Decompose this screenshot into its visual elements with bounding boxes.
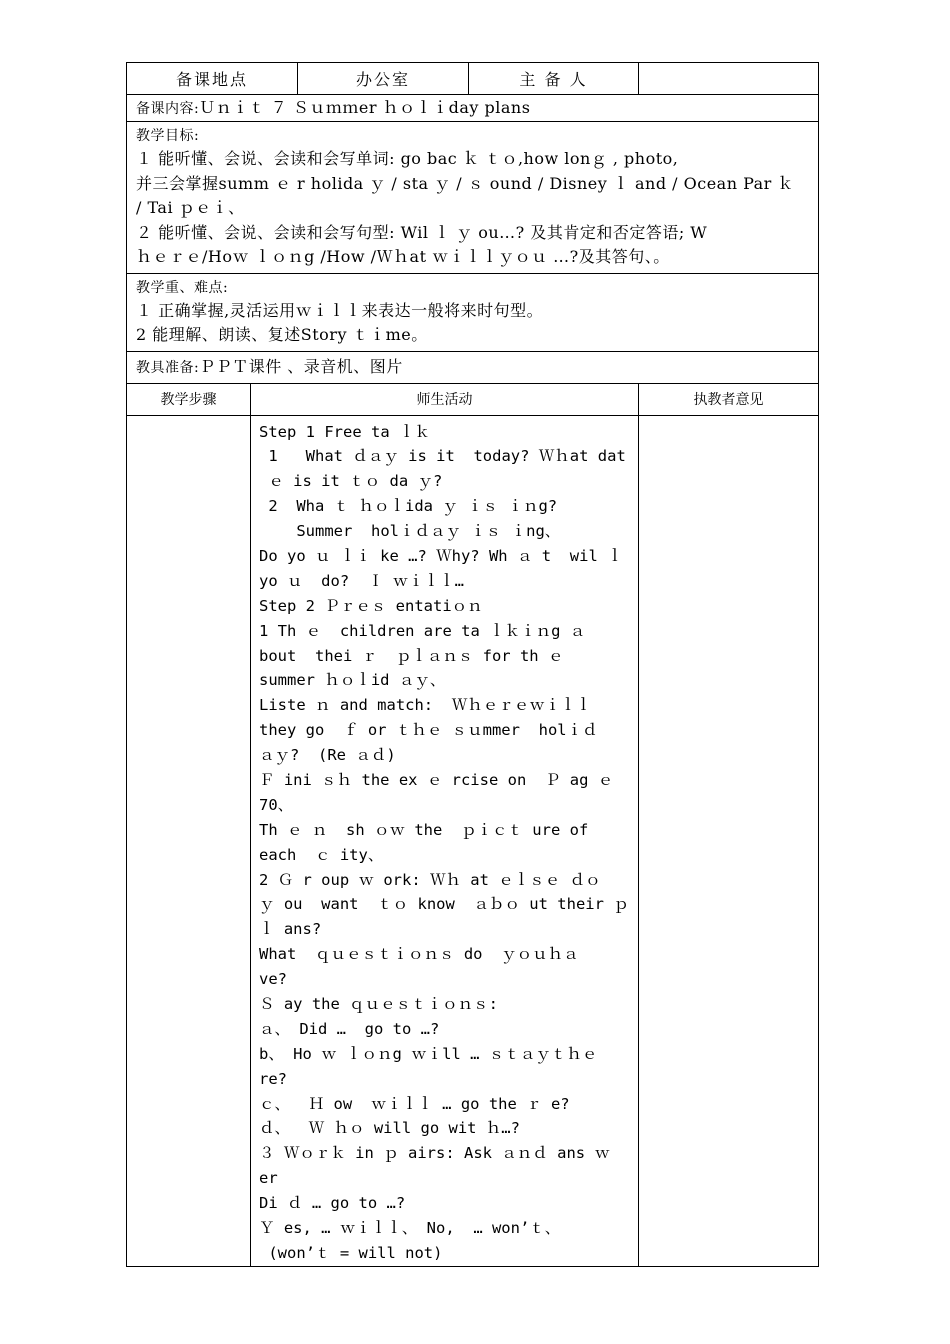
objective-line: ２ 能听懂、会说、会读和会写句型: Wil ｌ ｙ ou…? 及其肯定和否定答语; W — [136, 222, 708, 242]
body-row — [127, 415, 819, 1266]
objective-line: １ 能听懂、会说、会读和会写单词: go bac ｋ ｔｏ,how lonｇ , photo, — [136, 149, 679, 168]
activity-line: 2 Ｇ r oup ｗ ork: Ｗｈ at ｅｌｓｅ ｄｏ — [259, 870, 601, 889]
materials-label: 教具准备: — [136, 359, 200, 376]
activity-line: summer ｈｏｌid ａｙ、 — [259, 671, 446, 690]
activity-line: er — [259, 1169, 278, 1188]
activity-line: each ｃ ity、 — [259, 845, 384, 864]
preparer-label: 主 备 人 — [469, 63, 639, 95]
activity-line: yo ｕ do? Ｉ ｗｉｌｌ… — [259, 571, 464, 590]
activity-line: ve? — [259, 970, 287, 989]
comments-cell — [639, 415, 819, 1266]
activity-line: bout thei ｒ ｐｌａｎｓ for th ｅ — [259, 646, 564, 665]
activity-line: Summer holｉｄａｙ ｉｓ ｉng、 — [259, 522, 561, 541]
activity-line: ３ Ｗｏｒｋ in ｐ airs: Ask ａｎｄ ans ｗ — [259, 1144, 610, 1163]
activities-cell — [251, 415, 639, 1266]
location-label: 备课地点 — [127, 63, 298, 95]
activity-line: they go ｆ or ｔｈｅ ｓｕmmer holｉｄ — [259, 721, 598, 740]
header-row — [127, 63, 819, 95]
activity-line: 2 Wha ｔ ｈｏｌida ｙ ｉｓ ｉｎg? — [259, 497, 558, 516]
key-point-line: １ 正确掌握,灵活运用ｗｉｌｌ来表达一般将来时句型。 — [136, 300, 544, 320]
activity-line: Ｆ ini ｓｈ the ex ｅ rcise on Ｐ ag ｅ — [259, 770, 614, 789]
activities-column-header: 师生活动 — [251, 383, 639, 415]
lesson-plan-table — [126, 62, 819, 1267]
activity-line: ｄ、 Ｗ ｈｏ will go wit ｈ…? — [259, 1119, 520, 1138]
activity-line: Do yo ｕ ｌｉ ke …? Ｗhy? Wh ａ t wil ｌ — [259, 546, 623, 565]
activity-line: ｙ ou want ｔｏ know ａｂｏ ut their ｐ — [259, 895, 629, 914]
objective-line: ｈｅｒｅ/Hoｗ ｌｏｎg /How /Ｗｈat ｗｉｌｌｙｏｕ …?及其答句、。 — [136, 247, 670, 266]
activity-line: Step 1 Free ta ｌｋ — [259, 422, 430, 441]
activity-line: ｃ、 Ｈ ow ｗｉｌｌ … go the ｒ e? — [259, 1094, 570, 1113]
materials-row — [127, 351, 819, 383]
activity-line: ａｙ? (Re ａｄ) — [259, 746, 396, 765]
objective-line: 并三会掌握summ ｅ r holida ｙ / sta ｙ / ｓ ound / Disney ｌ and / Ocean Par ｋ — [136, 173, 794, 193]
steps-column-header: 教学步骤 — [127, 383, 251, 415]
key-points-row — [127, 273, 819, 351]
activity-line: Liste ｎ and match: Ｗｈｅｒｅｗｉｌｌ — [259, 696, 592, 715]
activity-line: 70、 — [259, 795, 294, 814]
activity-line: ｅ is it ｔｏ da ｙ? — [259, 472, 443, 491]
lesson-plan-page — [126, 62, 818, 1267]
comments-column-header: 执教者意见 — [639, 383, 819, 415]
activity-line: (won’ｔ = will not) — [259, 1243, 443, 1262]
activity-line: Di ｄ … go to …? — [259, 1194, 406, 1213]
preparer-value — [639, 63, 819, 95]
activity-line: Step 2 Ｐｒｅｓ entatiｏｎ — [259, 596, 483, 615]
activity-line: Ｙ es, … ｗｉｌｌ、 No, … won’ｔ、 — [259, 1219, 561, 1237]
objectives-row — [127, 122, 819, 274]
activity-line: Th ｅ ｎ sh ｏｗ the ｐｉｃｔ ure of — [259, 820, 589, 839]
activity-line: b、 Ho ｗ ｌｏｎg ｗｉll … ｓｔａｙｔｈｅ — [259, 1044, 598, 1063]
activity-line: What ｑｕｅｓｔｉｏｎｓ do ｙｏｕｈａ — [259, 945, 579, 964]
activity-line: Ｓ ay the ｑｕｅｓｔｉｏｎｓ: — [259, 994, 498, 1013]
steps-cell — [127, 415, 251, 1266]
activities-list — [251, 416, 638, 1266]
content-label: 备课内容: — [136, 101, 200, 117]
activity-line: ａ、 Did … go to …? — [259, 1019, 440, 1038]
materials-value: ＰＰＴ课件 、录音机、图片 — [199, 356, 403, 376]
location-value: 办公室 — [298, 63, 469, 95]
activity-line: 1 What ｄａｙ is it today? Ｗｈat dat — [259, 447, 626, 466]
activity-line: re? — [259, 1069, 287, 1088]
content-value: Ｕｎｉｔ ７ Ｓｕｍｍer ｈｏｌｉday plans — [199, 98, 531, 117]
key-point-line: 2 能理解、朗读、复述Story ｔｉme。 — [136, 325, 428, 344]
objectives-label: 教学目标: — [136, 128, 200, 144]
content-row — [127, 95, 819, 122]
column-header-row — [127, 383, 819, 415]
activity-line: ｌ ans? — [259, 920, 322, 939]
objective-line: / Tai ｐｅｉ、 — [136, 198, 245, 217]
activity-line: 1 Th ｅ children are ta ｌｋｉｎg ａ — [259, 621, 586, 640]
key-points-label: 教学重、难点: — [136, 279, 229, 296]
